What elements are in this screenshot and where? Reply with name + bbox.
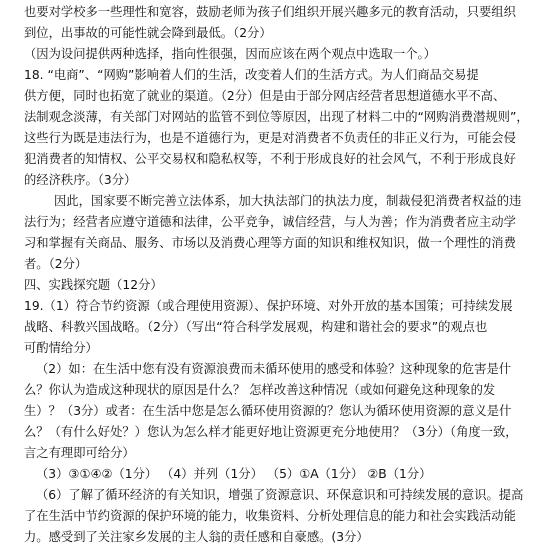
text-line: 习和掌握有关商品、服务、市场以及消费心理等方面的知识和维权知识，做一个理性的消费 — [24, 236, 516, 250]
question-18-line: 18. “电商”、“网购”影响着人们的生活，改变着人们的生活方式。为人们商品交易提 — [24, 68, 479, 82]
text-line: 到位，出事故的可能性就会降到最低。（2分） — [24, 26, 272, 40]
question-19-line: 19.（1）符合节约资源（或合理使用资源）、保护环境、对外开放的基本国策；可持续发展 — [24, 299, 513, 313]
text-line: 战略、科教兴国战略。（2分）（写出“符合科学发展观，构建和谐社会的要求”的观点也 — [24, 320, 488, 334]
answers-line: （3）③①④②（1分） （4）并列（1分） （5）①A（1分） ②B（1分） — [36, 467, 432, 481]
text-line: 法行为；经营者应遵守道德和法律，公平竞争，诚信经营，与人为善；作为消费者应主动学 — [24, 215, 516, 229]
text-line: 可酌情给分） — [24, 341, 98, 355]
text-line: 么？你认为造成这种现状的原因是什么？ 怎样改善这种情况（或如何避免这种现象的发 — [24, 383, 496, 397]
text-line: 的经济秩序。（3分） — [24, 173, 137, 187]
text-line: 也要对学校多一些理性和宽容，鼓励老师为孩子们组织开展兴趣多元的教育活动，只要组织 — [24, 5, 516, 19]
text-line: 言之有理即可给分） — [24, 446, 135, 460]
text-line: 供方便，同时也拓宽了就业的渠道。（2分）但是由于部分网店经营者思想道德水平不高、 — [24, 89, 506, 103]
text-line: 生）？（3分）或者：在生活中您是怎么循环使用资源的？您认为循环使用资源的意义是什 — [24, 404, 512, 418]
section-heading: 四、实践探究题（12分） — [24, 278, 163, 292]
text-line: 这些行为既是违法行为，也是不道德行为，更是对消费者不负责任的非正义行为，可能会侵 — [24, 131, 516, 145]
text-line: 力。感受到了关注家乡发展的主人翁的责任感和自豪感。(3分） — [24, 530, 369, 544]
text-line: 者。（2分） — [24, 257, 88, 271]
text-line: 法制观念淡薄，有关部门对网站的监管不到位等原因，出现了材料二中的“网购消费潜规则”， — [24, 110, 529, 124]
text-line: （6）了解了循环经济的有关知识，增强了资源意识、环保意识和可持续发展的意识。提高 — [36, 488, 524, 502]
text-line: 了在生活中节约资源的保护环境的能力，收集资料、分析处理信息的能力和社会实践活动能 — [24, 509, 516, 523]
text-line: （2）如：在生活中您有没有资源浪费而未循环使用的感受和体验？这种现象的危害是什 — [36, 362, 512, 376]
text-line: 犯消费者的知情权、公平交易权和隐私权等，不利于形成良好的社会风气，不利于形成良好 — [24, 152, 516, 166]
text-line: （因为设问提供两种选择，指向性很强，因而应该在两个观点中选取一个。） — [24, 47, 436, 61]
text-line: 因此，国家要不断完善立法体系，加大执法部门的执法力度，制裁侵犯消费者权益的违 — [54, 194, 522, 208]
text-line: 么？（有什么好处？）您认为怎么样才能更好地让资源更充分地使用？（3分）（角度一致， — [24, 425, 518, 439]
